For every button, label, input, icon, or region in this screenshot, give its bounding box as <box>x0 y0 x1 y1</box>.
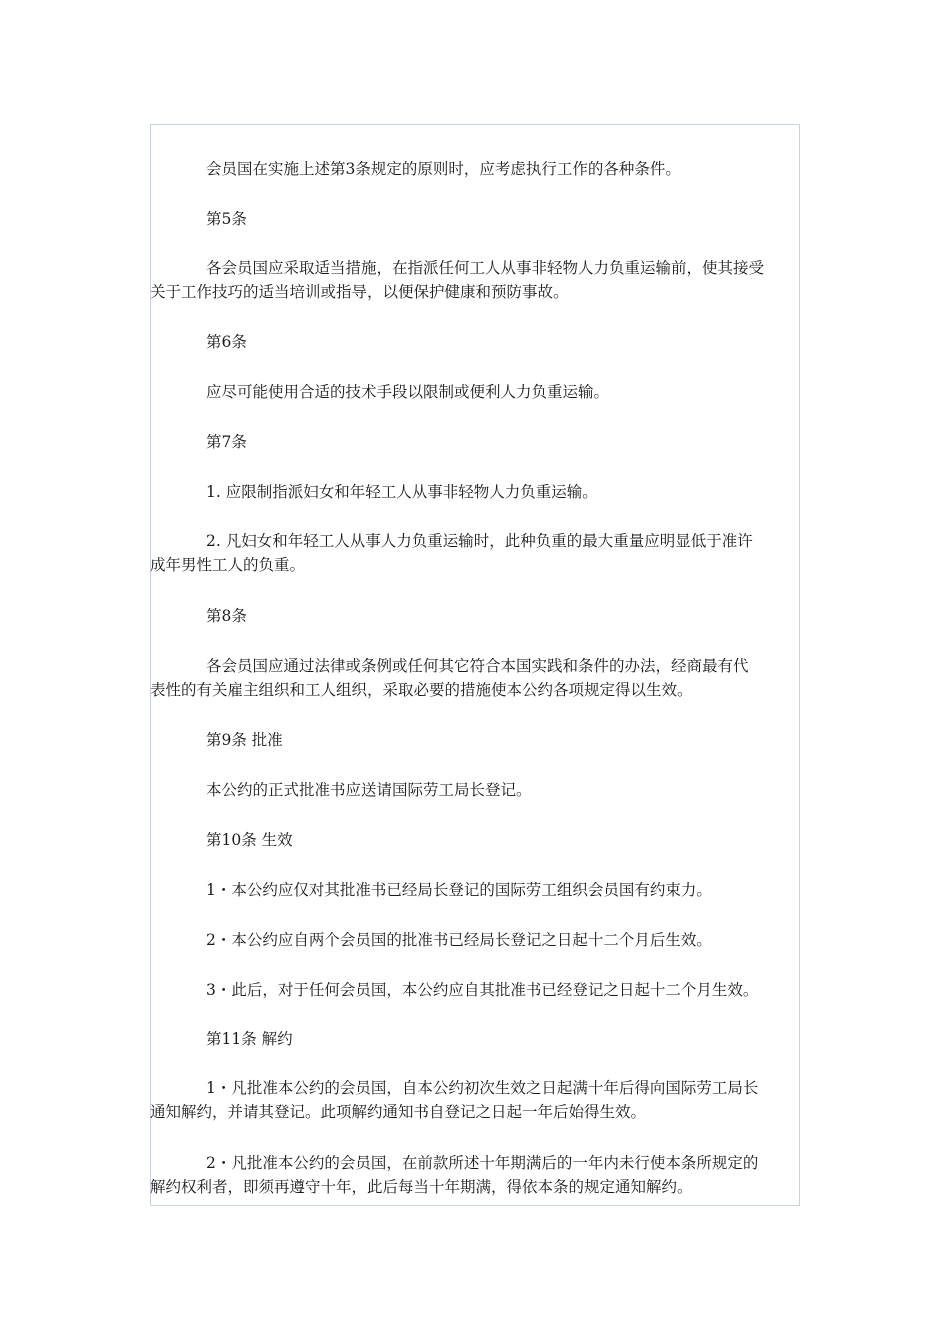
article-heading-8: 第8条 <box>206 607 247 625</box>
paragraph-line: 各会员国应通过法律或条例或任何其它符合本国实践和条件的办法，经商最有代 <box>206 657 749 675</box>
paragraph-line: 通知解约，并请其登记。此项解约通知书自登记之日起一年后始得生效。 <box>150 1103 647 1121</box>
article-heading-9: 第9条 批准 <box>206 731 283 749</box>
paragraph-line: 关于工作技巧的适当培训或指导，以便保护健康和预防事故。 <box>150 283 569 301</box>
paragraph-line: 表性的有关雇主组织和工人组织，采取必要的措施使本公约各项规定得以生效。 <box>150 681 693 699</box>
paragraph-text <box>150 1076 796 1124</box>
article-heading-11: 第11条 解约 <box>206 1030 293 1048</box>
article-heading-5: 第5条 <box>206 210 247 228</box>
article-heading-10: 第10条 生效 <box>206 831 293 849</box>
paragraph-line: 2. 凡妇女和年轻工人从事人力负重运输时，此种负重的最大重量应明显低于准许 <box>206 532 753 550</box>
paragraph-text: 3・此后，对于任何会员国，本公约应自其批准书已经登记之日起十二个月生效。 <box>206 981 759 999</box>
paragraph-text <box>150 256 796 304</box>
paragraph-text <box>150 654 796 702</box>
paragraph-line: 各会员国应采取适当措施，在指派任何工人从事非轻物人力负重运输前，使其接受 <box>206 259 765 277</box>
article-heading-7: 第7条 <box>206 433 247 451</box>
paragraph-line: 1・凡批准本公约的会员国，自本公约初次生效之日起满十年后得向国际劳工局长 <box>206 1079 759 1097</box>
paragraph-text <box>150 1151 796 1199</box>
paragraph-line: 2・凡批准本公约的会员国，在前款所述十年期满后的一年内未行使本条所规定的 <box>206 1154 759 1172</box>
paragraph-text: 会员国在实施上述第3条规定的原则时，应考虑执行工作的各种条件。 <box>206 160 681 178</box>
paragraph-line: 成年男性工人的负重。 <box>150 556 306 574</box>
paragraph-line: 解约权利者，即须再遵守十年，此后每当十年期满，得依本条的规定通知解约。 <box>150 1178 693 1196</box>
paragraph-text: 本公约的正式批准书应送请国际劳工局长登记。 <box>206 781 532 799</box>
paragraph-text: 1. 应限制指派妇女和年轻工人从事非轻物人力负重运输。 <box>206 483 598 501</box>
paragraph-text: 应尽可能使用合适的技术手段以限制或便利人力负重运输。 <box>206 383 610 401</box>
paragraph-text <box>150 529 796 577</box>
paragraph-text: 1・本公约应仅对其批准书已经局长登记的国际劳工组织会员国有约束力。 <box>206 881 712 899</box>
article-heading-6: 第6条 <box>206 333 247 351</box>
paragraph-text: 2・本公约应自两个会员国的批准书已经局长登记之日起十二个月后生效。 <box>206 931 712 949</box>
